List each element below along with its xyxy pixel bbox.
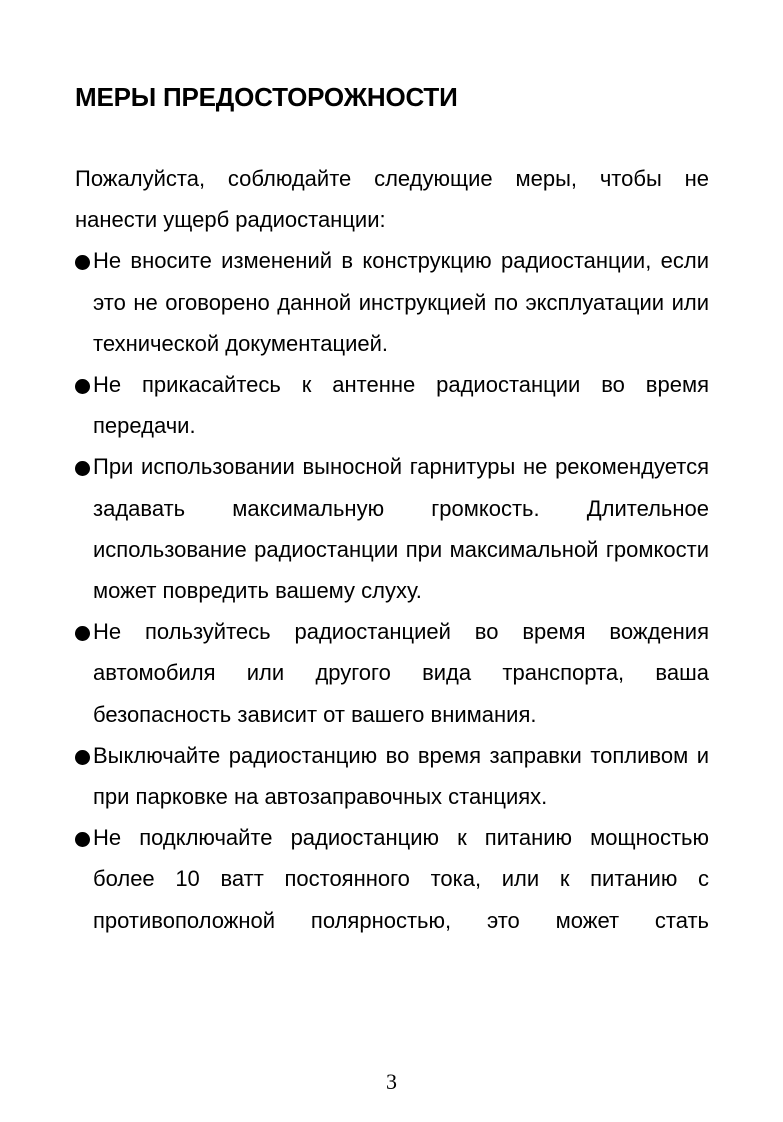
- list-item-text: Не подключайте радиостанцию к питанию мощностью более 10 ватт постоянного тока, или к питанию с противоположной полярностью, это может стать: [93, 825, 709, 933]
- list-item-text: Не пользуйтесь радиостанцией во время вождения автомобиля или другого вида транспорта, ваша безопасность зависит от вашего внимания.: [93, 619, 709, 727]
- page-title: МЕРЫ ПРЕДОСТОРОЖНОСТИ: [75, 82, 458, 112]
- list-item: [75, 240, 709, 364]
- list-item: [75, 817, 709, 941]
- list-item-text: Выключайте радиостанцию во время заправки топливом и при парковке на автозаправочных станциях.: [93, 742, 709, 810]
- list-item: [75, 446, 709, 611]
- intro-paragraph: Пожалуйста, соблюдайте следующие меры, чтобы не нанести ущерб радиостанции:: [75, 166, 709, 233]
- bullet-icon: [75, 379, 90, 394]
- page-number: 3: [386, 1069, 397, 1094]
- bullet-icon: [75, 750, 90, 765]
- bullet-icon: [75, 626, 90, 641]
- list-item-text: Не прикасайтесь к антенне радиостанции во время передачи.: [93, 372, 709, 439]
- bullet-icon: [75, 832, 90, 847]
- list-item: [75, 735, 709, 817]
- list-item: [75, 611, 709, 735]
- precautions-list: [75, 240, 709, 940]
- body-text: [75, 158, 709, 941]
- list-item-text: Не вносите изменений в конструкцию радиостанции, если это не оговорено данной инструкцией по эксплуатации или технической документацией.: [93, 248, 709, 356]
- list-item-text: При использовании выносной гарнитуры не рекомендуется задавать максимальную громкость. Длительное использование радиостанции при максимальной громкости может повредить вашему слуху.: [93, 454, 709, 604]
- list-item: [75, 364, 709, 446]
- bullet-icon: [75, 461, 90, 476]
- bullet-icon: [75, 255, 90, 270]
